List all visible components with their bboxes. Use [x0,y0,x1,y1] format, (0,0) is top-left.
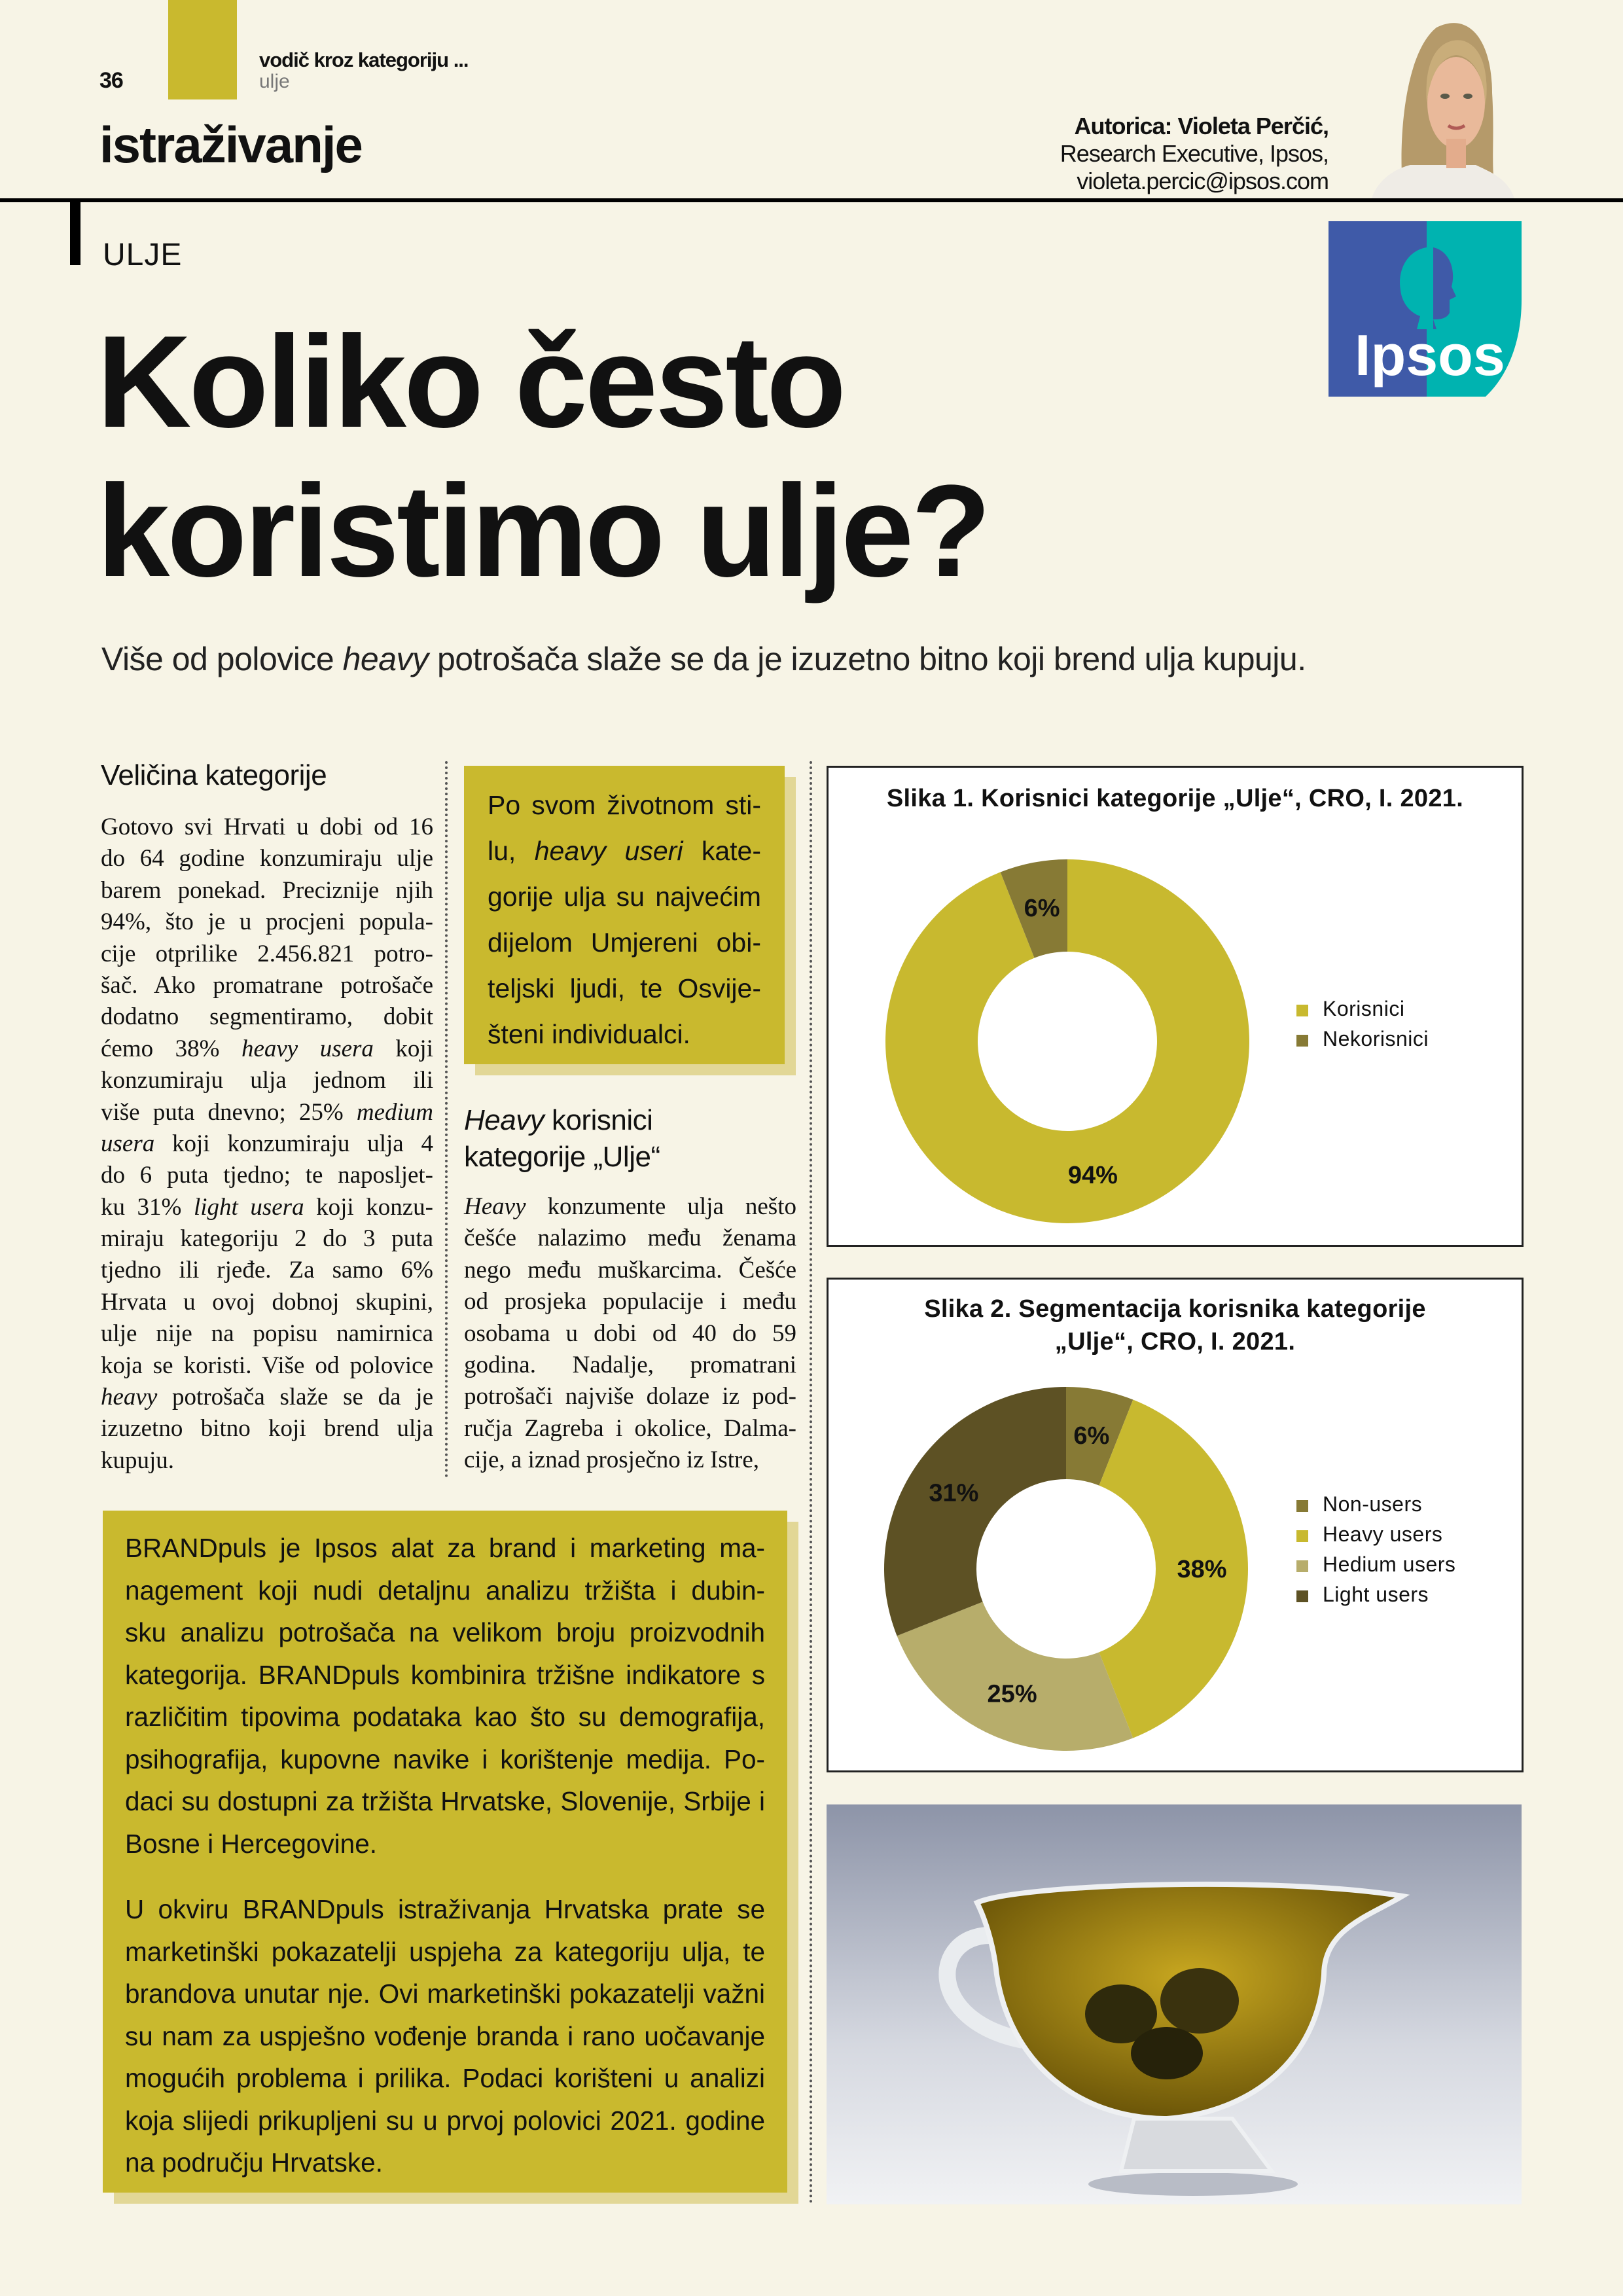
data-label: 38% [1177,1556,1227,1583]
text-line: koja se koristi. Više od polovice [101,1352,433,1379]
lead-text-italic: heavy [342,641,429,677]
data-label: 6% [1024,895,1060,923]
text-line: mogućih problema i prilika. Podaci korišteni u analizi [125,2063,765,2093]
slice-light-users [884,1387,1066,1636]
legend-label: Hedium users [1323,1552,1456,1576]
text-line: češće nalazimo među ženama [464,1225,796,1252]
data-label: 31% [929,1479,979,1507]
section-heading: Veličina kategorije [101,759,327,791]
header-accent-bar [168,0,237,99]
legend-item [1296,1519,1455,1549]
paragraph [125,1527,765,1865]
text-line: psihografija, kupovne navike i korištenje medija. Po- [125,1744,765,1774]
text-line: Po svom životnom sti- [488,790,761,820]
text-line: teljski ljudi, te Osvije- [488,973,761,1003]
text-line: ulje nije na popisu namirnica [101,1320,433,1348]
chart-title-line: „Ulje“, CRO, I. 2021. [1054,1328,1296,1355]
legend-item [1296,1549,1455,1579]
legend-item [1296,1024,1429,1054]
text-line [101,1192,433,1223]
italic-text: medium [356,1098,433,1126]
column-divider [445,761,448,1478]
text-line: cije otprilike 2.456.821 potro- [101,940,433,967]
text-line: Bosne i Hercegovine. [125,1828,377,1859]
chart-legend [1296,994,1429,1054]
text-line: od prosjeka populacije i među [464,1288,796,1316]
title-line: koristimo ulje? [97,458,989,604]
text: više puta dnevno; 25% [101,1098,357,1126]
text-line: barem ponekad. Preciznije njih [101,876,433,904]
chart-title-line: Slika 2. Segmentacija korisnika kategorije [924,1295,1426,1323]
column-divider [810,761,812,2204]
article-title [97,308,988,606]
chart-segmentation [827,1278,1524,1772]
text-line: gorije ulja su najvećim [488,882,761,912]
text-line [101,1033,433,1065]
ipsos-logo [1329,221,1522,397]
text-line [101,1097,433,1128]
text-line: Gotovo svi Hrvati u dobi od 16 [101,814,433,840]
text-line: koja slijedi prikupljeni su u prvoj polovici 2021. godine [125,2105,765,2136]
legend-item [1296,1489,1455,1519]
kicker-sub: ulje [259,71,290,92]
olive-oil-photo [827,1804,1522,2204]
data-label: 25% [987,1680,1037,1708]
text-line: konzumiraju ulja jednom ili [101,1067,433,1094]
section-heading [464,1102,660,1175]
text-line: cije, a iznad prosječno iz Istre, [464,1446,759,1474]
legend-label: Non-users [1323,1492,1423,1516]
text: koji [373,1035,433,1062]
text: konzumente ulja nešto [526,1193,796,1220]
italic-text: heavy useri [534,836,683,866]
text-line: Hrvata u ovoj dobnoj skupini, [101,1288,433,1316]
text-line: dijelom Umjereni obi- [488,927,761,958]
text-line: daci su dostupni za tržišta Hrvatske, Slovenije, Srbije i [125,1786,765,1816]
text-line: na području Hrvatske. [125,2147,383,2178]
legend-label: Korisnici [1323,997,1405,1020]
legend-swatch [1296,1500,1308,1512]
author-email: violeta.percic@ipsos.com [1077,168,1329,194]
legend-swatch [1296,1590,1308,1602]
text-line: šteni individualci. [488,1019,690,1049]
text-line: ručja Zagreba i okolice, Dalma- [464,1414,796,1442]
text: lu, [488,836,535,866]
text-line: marketinški pokazatelji uspjeha za kategoriju ulja, te [125,1936,765,1967]
header-divider [0,198,1623,202]
paragraph [125,1888,765,2184]
heading-text: korisnici [544,1104,653,1136]
heading-text: kategorije „Ulje“ [464,1141,660,1173]
text-line: U okviru BRANDpuls istraživanja Hrvatska prate se [125,1894,765,1924]
text-line: sku analizu potrošača na velikom broju proizvodnih [125,1617,765,1647]
text-line: kategorija. BRANDpuls kombinira tržišne indikatore s [125,1659,765,1690]
author-portrait [1358,14,1525,200]
chart-legend [1296,1489,1455,1609]
italic-text: heavy [101,1384,158,1411]
text-line: dodatno segmentiramo, dobit [101,1003,433,1031]
italic-text: heavy usera [241,1035,374,1062]
text: ku 31% [101,1193,194,1221]
text-line: godina. Nadalje, promatrani [464,1351,796,1378]
text-line [101,1382,433,1413]
legend-swatch [1296,1035,1308,1047]
text: potrošača slaže se da je [157,1384,433,1411]
data-label: 6% [1073,1422,1110,1450]
chart-title: Slika 1. Korisnici kategorije „Ulje“, CRO, I. 2021. [886,785,1464,812]
text-line [464,1191,796,1223]
legend-label: Light users [1323,1583,1429,1606]
text-line: miraju kategoriju 2 do 3 puta [101,1225,433,1253]
page-number: 36 [99,68,123,93]
chart-users [827,766,1524,1247]
text-line: 94%, što je u procjeni popula- [101,908,433,936]
article-lead [101,640,1306,678]
lead-text: Više od polovice [101,641,343,677]
text-line: nagement koji nudi detaljnu analizu tržišta i dubin- [125,1575,765,1605]
text-line: potrošači najviše dolaze iz pod- [464,1383,796,1410]
kicker: vodič kroz kategoriju ... [259,48,469,71]
text-line: izuzetno bitno koji brend ulja [101,1415,433,1443]
legend-swatch [1296,1005,1308,1016]
text: ćemo 38% [101,1035,241,1062]
section-title: istraživanje [99,116,362,173]
heading-italic: Heavy [464,1104,544,1136]
legend-swatch [1296,1530,1308,1542]
legend-label: Nekorisnici [1323,1027,1429,1050]
category-label: ULJE [103,238,183,272]
brandpuls-text [125,1527,765,2184]
quote-text [488,782,761,1057]
section1-body [101,812,433,1477]
text: kate- [683,836,762,866]
text-line: šač. Ako promatrane potrošače [101,971,433,999]
author-block [1060,113,1329,195]
category-marker [70,202,80,265]
text: koji konzumiraju ulja 4 [154,1130,433,1157]
text-line: tjedno ili rjeđe. Za samo 6% [101,1257,433,1284]
title-line: Koliko često [97,309,844,455]
text-line [488,828,761,874]
text-line: do 6 puta tjedno; te naposljet- [101,1162,433,1189]
text-line: BRANDpuls je Ipsos alat za brand i marketing ma- [125,1533,765,1563]
brandpuls-box [103,1511,787,2193]
data-label: 94% [1067,1161,1118,1189]
legend-label: Heavy users [1323,1522,1443,1546]
legend-item [1296,1579,1455,1609]
lead-text: potrošača slaže se da je izuzetno bitno koji brend ulja kupuju. [428,641,1306,677]
text-line: različitim tipovima podataka kao što su demografija, [125,1702,765,1732]
section2-body [464,1191,796,1477]
text-line: osobama u dobi od 40 do 59 [464,1319,796,1347]
italic-text: usera [101,1130,155,1157]
text: koji konzu- [304,1193,434,1221]
author-role: Research Executive, Ipsos, [1060,140,1329,167]
text-line: do 64 godine konzumiraju ulje [101,845,433,872]
italic-text: light usera [193,1193,304,1221]
text-line: nego među muškarcima. Češće [464,1256,796,1283]
legend-swatch [1296,1560,1308,1572]
author-name: Autorica: Violeta Perčić, [1074,113,1329,139]
text-line: kupuju. [101,1446,175,1474]
ipsos-logo-text: Ipsos [1355,323,1505,387]
slice-hedium-users [897,1602,1133,1751]
quote-box [464,766,785,1064]
text-line [101,1128,433,1160]
text-line: su nam za uspješno vođenje branda i rano uočavanje [125,2020,765,2051]
italic-text: Heavy [464,1193,526,1220]
text-line: brandova unutar nje. Ovi marketinški pokazatelji važni [125,1979,765,2009]
legend-item [1296,994,1429,1024]
